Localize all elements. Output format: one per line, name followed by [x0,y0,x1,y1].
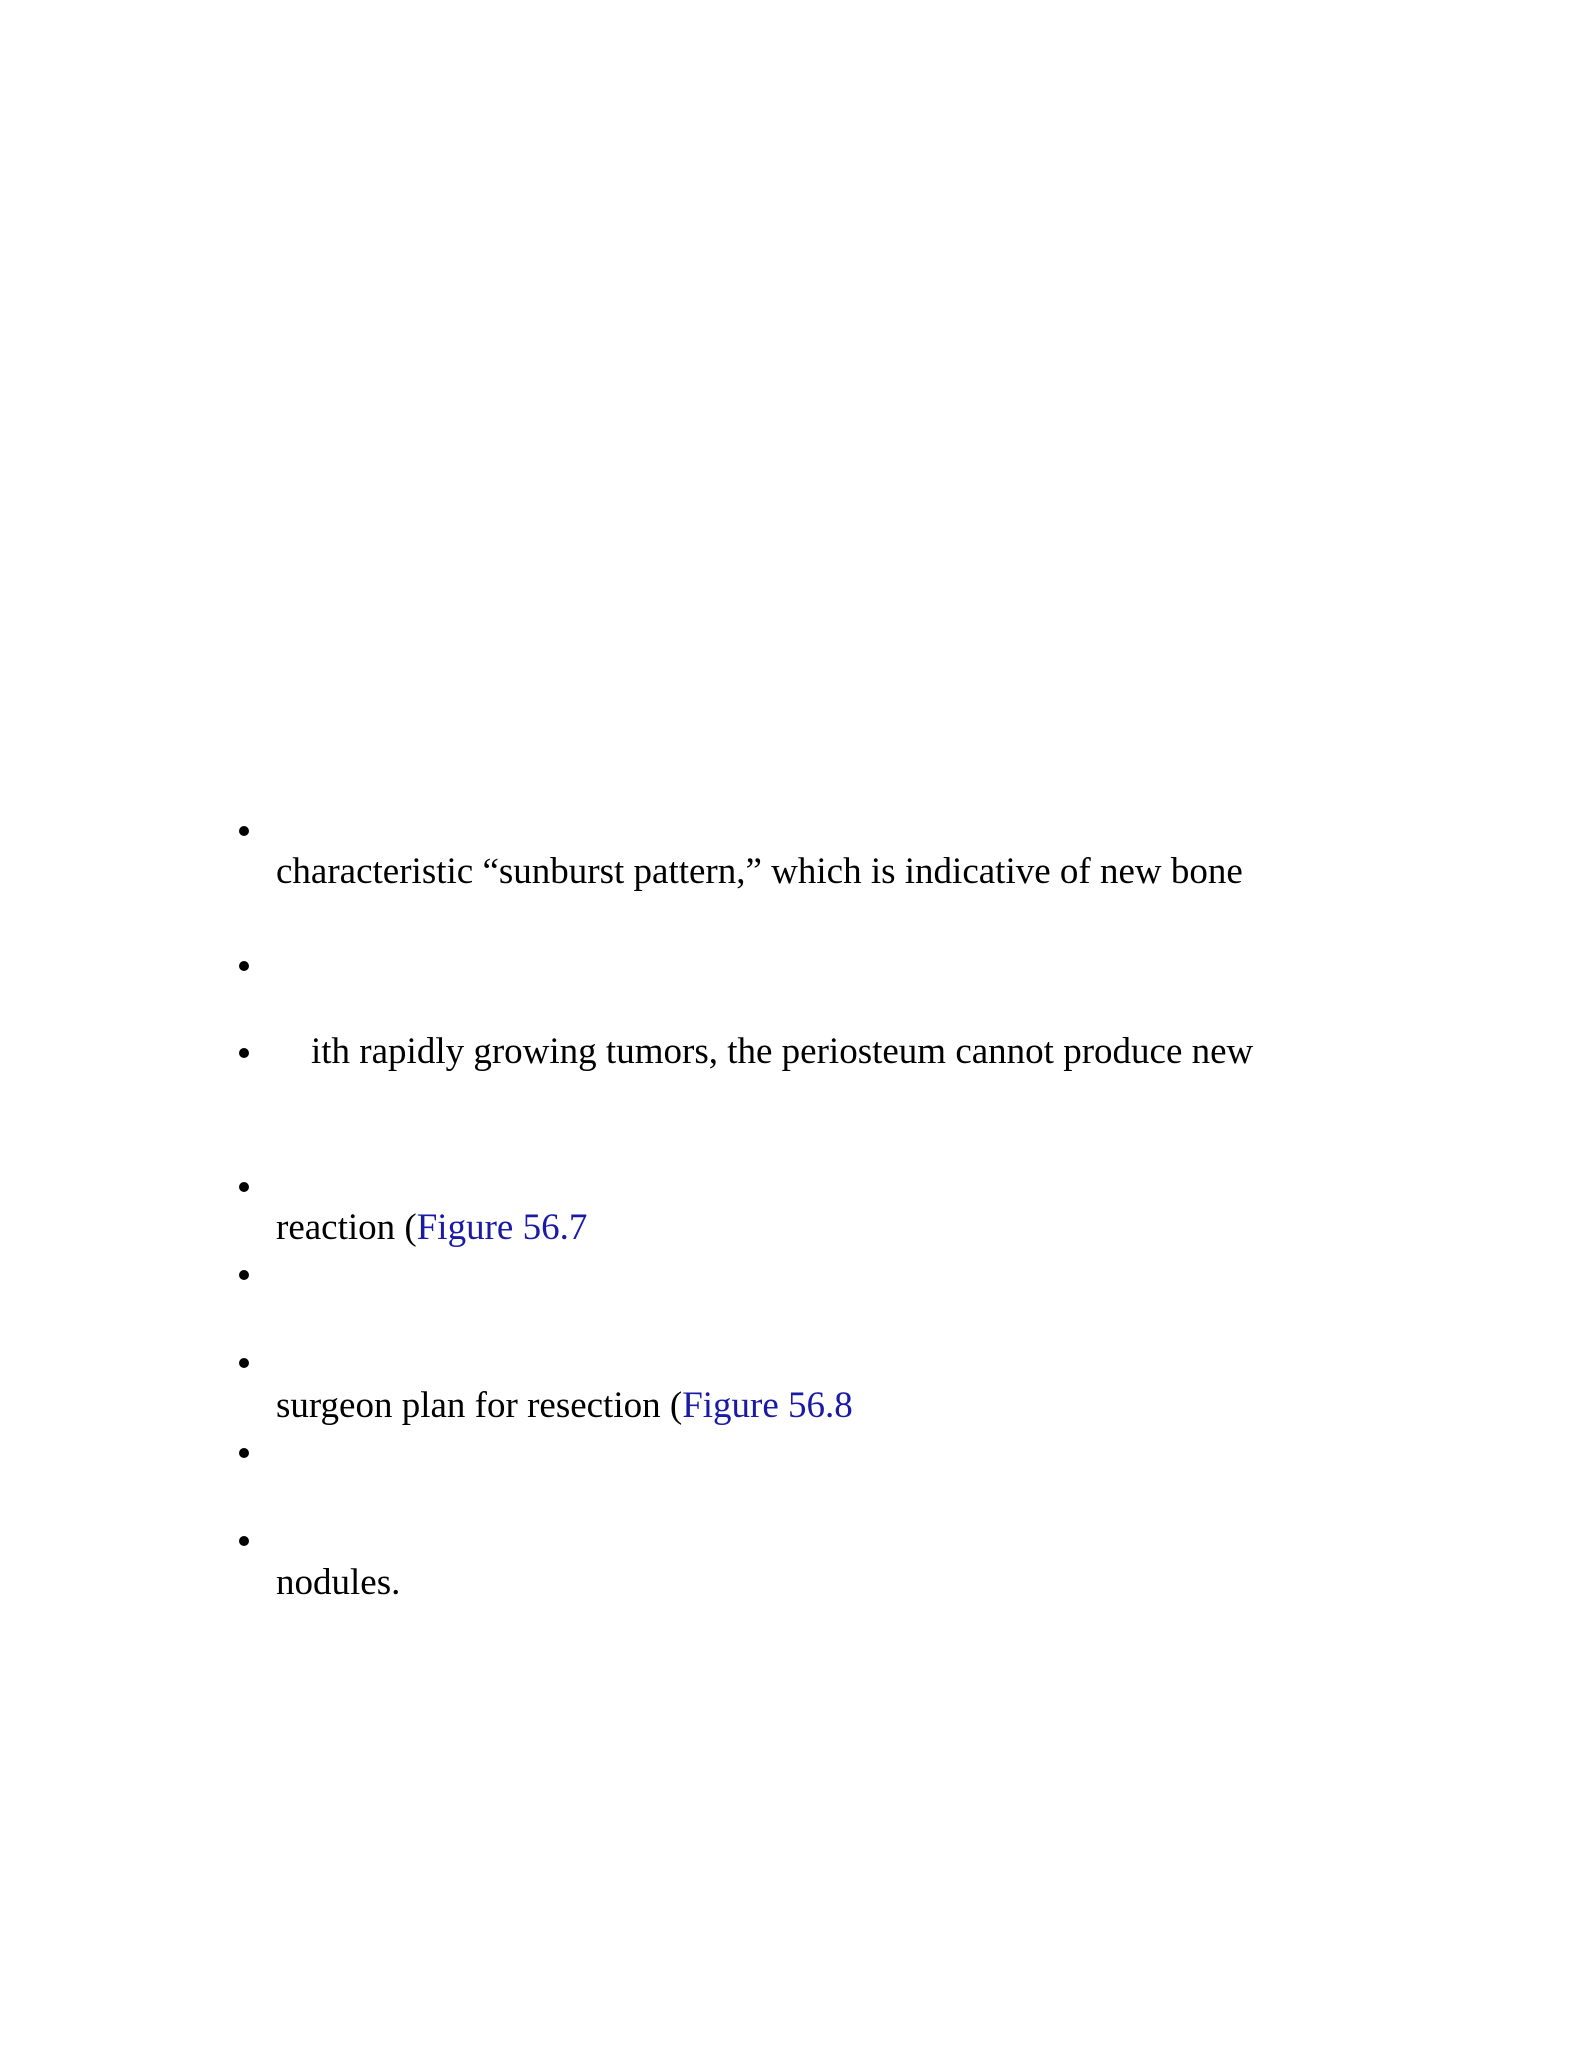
figure-link[interactable]: Figure 56.7 [416,1207,588,1248]
list-item-text [276,1206,587,1250]
bullet-8 [239,1536,249,1546]
list-item-prefix: surgeon plan for resection ( [276,1385,683,1426]
bullet-1 [239,826,249,836]
bullet-3 [239,1048,249,1058]
figure-link[interactable]: Figure 56.8 [682,1385,853,1426]
bullet-5 [239,1270,249,1280]
bullet-7 [239,1448,249,1458]
list-item-prefix: reaction ( [276,1207,417,1248]
bullet-2 [239,961,249,971]
list-item-text [276,1384,853,1428]
list-item-text: characteristic “sunburst pattern,” which is indicative of new bone [276,851,1243,892]
list-item-text: ith rapidly growing tumors, the periosteum cannot produce new [311,1031,1254,1072]
bullet-6 [239,1358,249,1368]
list-item-text: nodules. [276,1562,401,1603]
bullet-4 [239,1182,249,1192]
